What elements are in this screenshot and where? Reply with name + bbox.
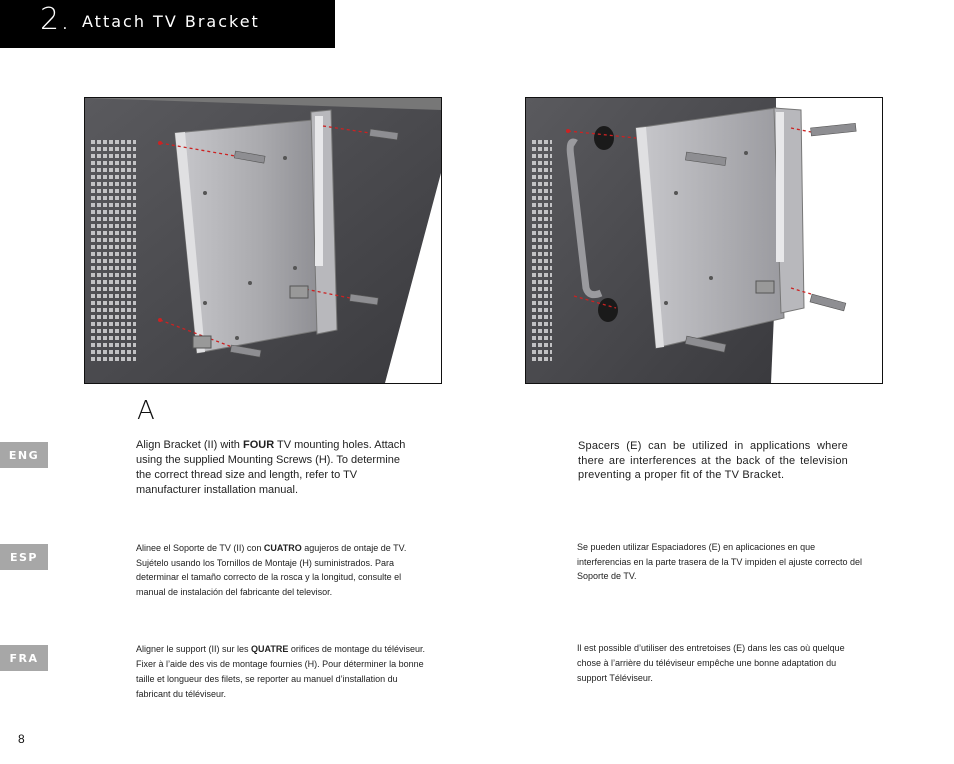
eng-left-prefix: Align Bracket (II) with: [136, 439, 243, 451]
english-instructions-right: Spacers (E) can be utilized in applications where there are interferences at the back of the television preventing a proper fit of the TV Bracket.: [578, 440, 848, 481]
esp-left-prefix: Alinee el Soporte de TV (II) con: [136, 543, 264, 553]
spanish-instructions-left: [136, 541, 426, 599]
language-tab-esp: ESP: [0, 544, 48, 570]
language-tab-eng: ENG: [0, 442, 48, 468]
eng-left-bold: FOUR: [242, 439, 275, 451]
section-number: 2.: [40, 2, 71, 37]
fra-left-bold: QUATRE: [251, 644, 289, 654]
fra-left-suffix: orifices de montage du téléviseur. Fixer à l’aide des vis de montage fournies (H). Pour déterminer la bonne taille et longueur des filets, se reporter au manuel d’installation du fabricant du téléviseur.: [136, 644, 425, 699]
section-title: Attach TV Bracket: [82, 12, 260, 31]
eng-left-suffix: TV mounting holes. Attach using the supplied Mounting Screws (H). To determine the correct thread size and length, refer to TV manufacturer installation manual.: [136, 439, 406, 496]
bracket-diagram-left: [85, 98, 441, 383]
esp-left-bold: CUATRO: [263, 543, 302, 553]
illustration-bracket-screws: [84, 97, 442, 384]
esp-left-suffix: agujeros de ontaje de TV. Sujételo usando los Tornillos de Montaje (H) suministrados. Para determinar el tamaño correcto de la rosca y la longitud, consulte el manual de instalación del fabricante del televisor.: [136, 543, 407, 597]
french-instructions-left: [136, 642, 428, 702]
french-instructions-right: Il est possible d’utiliser des entretoises (E) dans les cas où quelque chose à l’arrière du téléviseur empêche une bonne adaptation du support Téléviseur.: [577, 643, 845, 683]
section-header: [0, 0, 335, 48]
page-number: 8: [18, 732, 25, 746]
fra-left-prefix: Aligner le support (II) sur les: [136, 644, 252, 654]
spacer-diagram-right: [526, 98, 882, 383]
spanish-instructions-right: Se pueden utilizar Espaciadores (E) en aplicaciones en que interferencias en la parte trasera de la TV impiden el ajuste correcto del Soporte de TV.: [577, 542, 862, 581]
illustration-spacers: [525, 97, 883, 384]
step-letter: A: [137, 396, 155, 426]
language-tab-fra: FRA: [0, 645, 48, 671]
english-instructions-left: [136, 438, 416, 498]
